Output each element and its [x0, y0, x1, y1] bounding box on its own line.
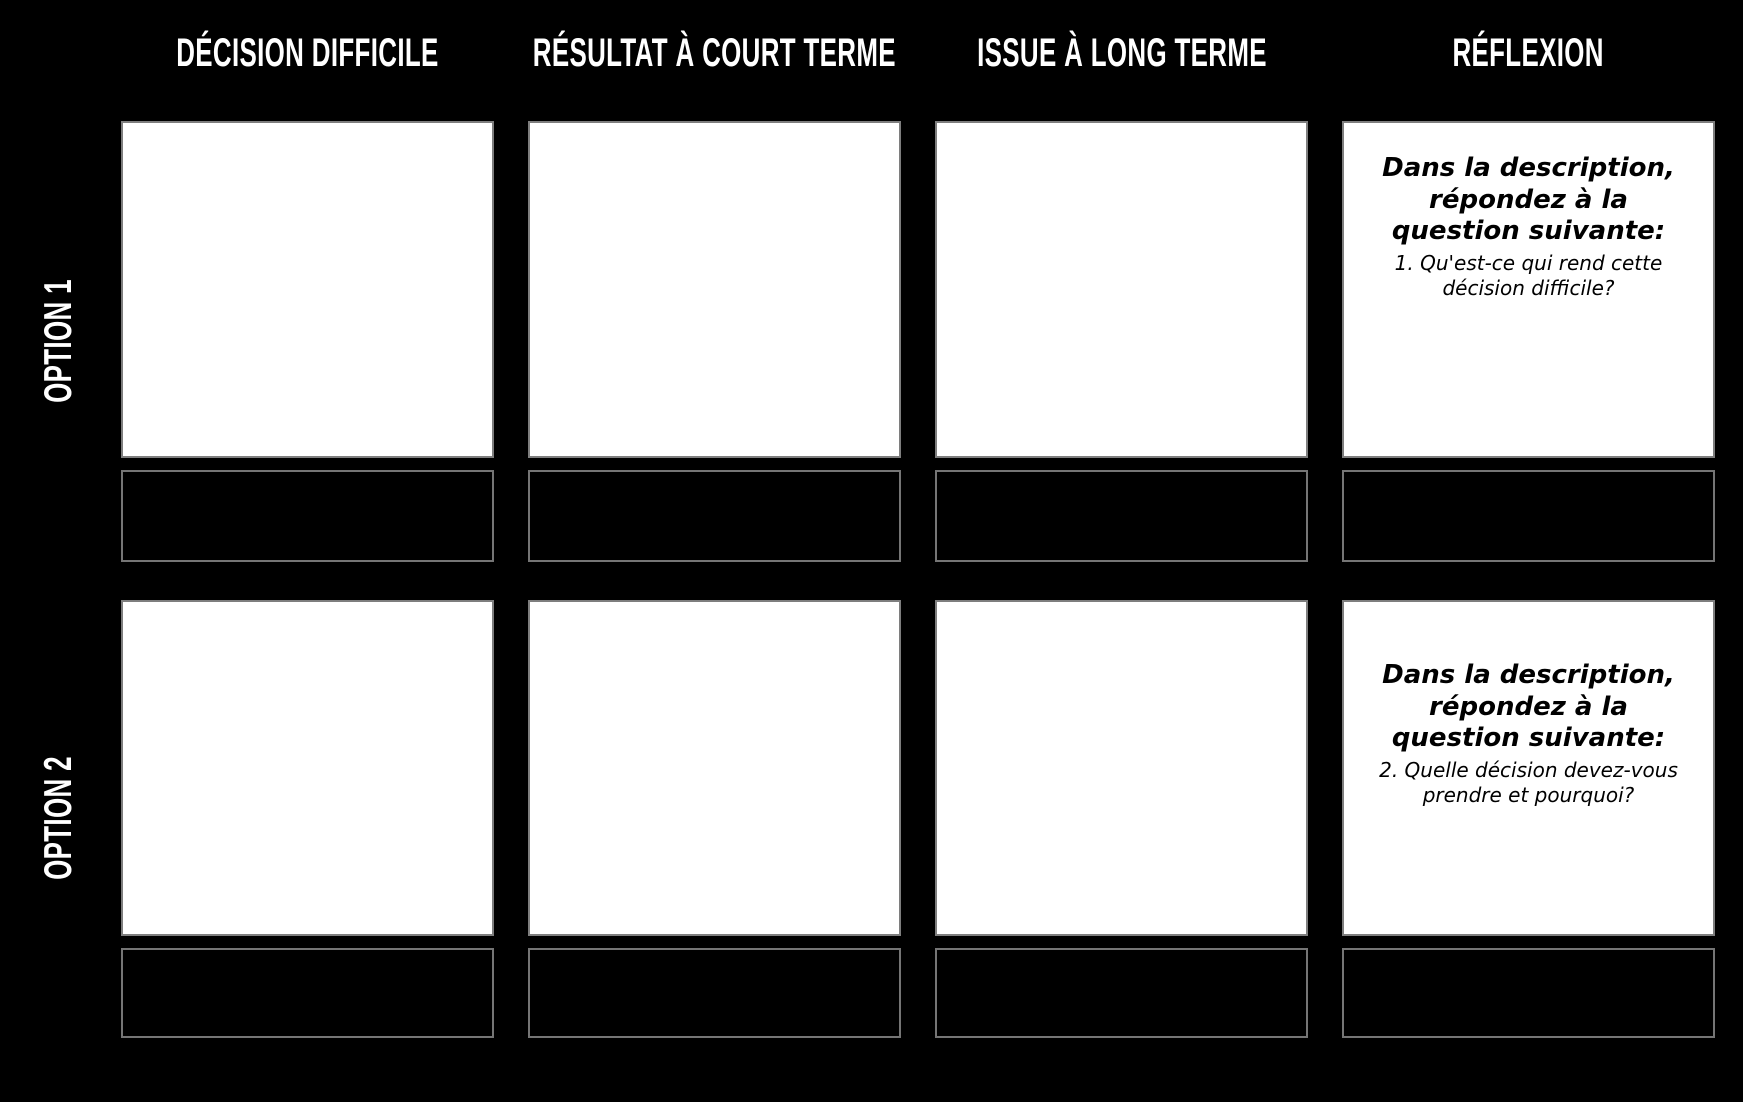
description-box-option2-decision-difficile[interactable]	[121, 948, 494, 1038]
reflection-prompt: Dans la description, répondez à la question suivante:	[1382, 153, 1675, 247]
column-header-issue-long-terme	[935, 26, 1308, 80]
cell-option2-resultat-court-terme[interactable]	[528, 600, 901, 936]
description-box-option2-resultat-court-terme[interactable]	[528, 948, 901, 1038]
cell-option1-reflexion[interactable]	[1342, 121, 1715, 458]
row-label-option-1: OPTION 1	[35, 279, 80, 403]
cell-option1-issue-long-terme[interactable]	[935, 121, 1308, 458]
description-box-option2-issue-long-terme[interactable]	[935, 948, 1308, 1038]
column-header-reflexion	[1342, 26, 1715, 80]
description-box-option1-decision-difficile[interactable]	[121, 470, 494, 562]
cell-option2-issue-long-terme[interactable]	[935, 600, 1308, 936]
description-box-option1-reflexion[interactable]	[1342, 470, 1715, 562]
description-box-option2-reflexion[interactable]	[1342, 948, 1715, 1038]
description-box-option1-issue-long-terme[interactable]	[935, 470, 1308, 562]
cell-option1-decision-difficile[interactable]	[121, 121, 494, 458]
cell-option2-decision-difficile[interactable]	[121, 600, 494, 936]
column-header-label: RÉSULTAT À COURT TERME	[532, 30, 897, 75]
reflection-question: 2. Quelle décision devez-vous prendre et pourquoi?	[1379, 758, 1678, 808]
reflection-prompt: Dans la description, répondez à la question suivante:	[1382, 660, 1675, 754]
reflection-question: 1. Qu'est-ce qui rend cette décision difficile?	[1394, 251, 1663, 301]
description-box-option1-resultat-court-terme[interactable]	[528, 470, 901, 562]
cell-option1-resultat-court-terme[interactable]	[528, 121, 901, 458]
column-header-label: ISSUE À LONG TERME	[976, 30, 1267, 75]
column-header-resultat-court-terme	[528, 26, 901, 80]
cell-option2-reflexion[interactable]	[1342, 600, 1715, 936]
column-header-decision-difficile	[121, 26, 494, 80]
row-label-option-2: OPTION 2	[35, 756, 80, 880]
column-header-label: DÉCISION DIFFICILE	[176, 30, 439, 75]
column-header-label: RÉFLEXION	[1452, 30, 1605, 75]
